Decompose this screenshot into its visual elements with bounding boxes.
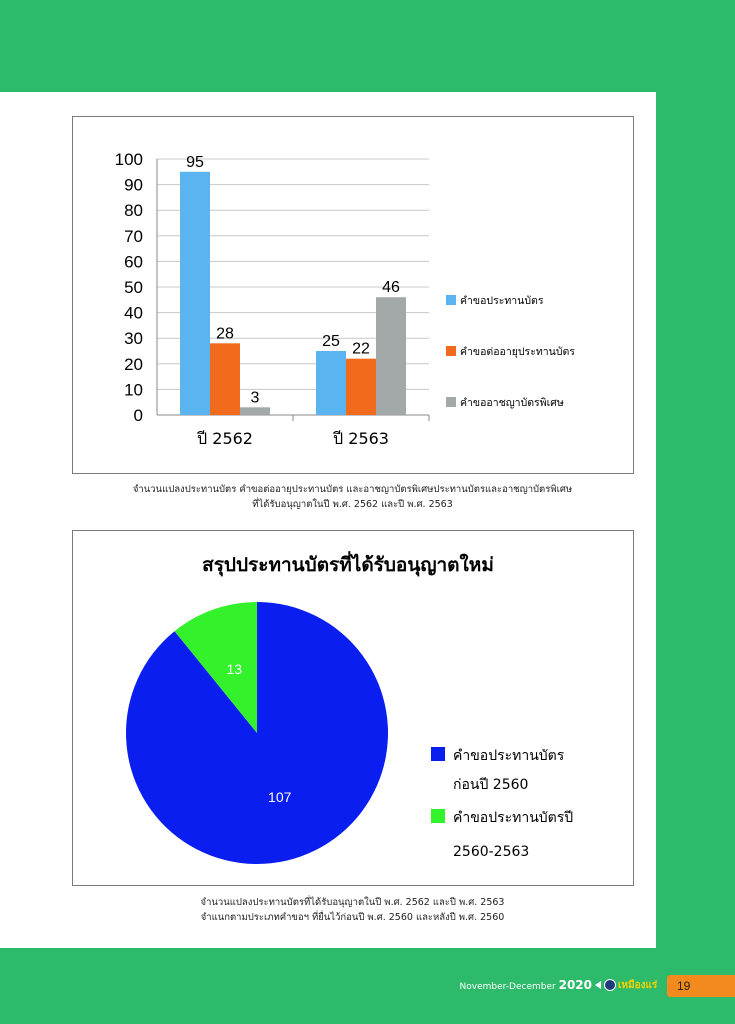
y-tick-label: 60 (124, 252, 143, 272)
bar-value-label: 25 (322, 333, 340, 350)
pie-chart-caption-line-2: จำแนกตามประเภทคำขอฯ ที่ยื่นไว้ก่อนปี พ.ศ. 2560 และหลังปี พ.ศ. 2560 (200, 912, 505, 923)
y-tick-label: 20 (124, 354, 143, 374)
bar-3-1 (240, 407, 270, 415)
pie-legend-label: คำขอประทานบัตรปี (453, 810, 574, 826)
legend-swatch (446, 397, 456, 407)
y-tick-label: 0 (133, 406, 143, 425)
legend-swatch (446, 295, 456, 305)
pie-chart-caption-line-1: จำนวนแปลงประทานบัตรที่ได้รับอนุญาตในปี พ.ศ. 2562 และปี พ.ศ. 2563 (200, 897, 505, 908)
pie-chart (73, 531, 633, 885)
pie-legend-swatch (431, 747, 445, 761)
right-green-band (656, 92, 735, 948)
bar-2-2 (346, 359, 376, 415)
bar-chart (73, 117, 633, 473)
y-tick-label: 80 (124, 201, 143, 221)
y-tick-label: 10 (124, 380, 143, 400)
bar-chart-caption-line-1: จำนวนแปลงประทานบัตร คำขอต่ออายุประทานบัตร และอาชญาบัตรพิเศษประทานบัตรและอาชญาบัตรพิเศษ (132, 484, 573, 495)
legend-swatch (446, 346, 456, 356)
magazine-logo (604, 977, 657, 993)
bar-value-label: 95 (186, 153, 204, 171)
y-tick-label: 70 (124, 226, 143, 246)
pie-legend-label: คำขอประทานบัตร (453, 748, 565, 764)
bar-chart-caption-line-2: ที่ได้รับอนุญาตในปี พ.ศ. 2562 และปี พ.ศ. 2563 (252, 499, 453, 510)
arrow-left-icon (595, 981, 601, 989)
x-category-label: ปี 2562 (197, 429, 253, 448)
bar-value-label: 28 (216, 325, 234, 343)
legend-label: คำขออาชญาบัตรพิเศษ (460, 397, 564, 409)
bar-chart-frame (72, 116, 634, 474)
pie-chart-caption (72, 895, 633, 925)
y-tick-label: 40 (124, 303, 143, 323)
page-number: 19 (667, 975, 735, 997)
y-tick-label: 90 (124, 175, 143, 195)
legend-label: คำขอประทานบัตร (460, 295, 544, 307)
footer-issue-year: 2020 (558, 978, 592, 992)
bar-value-label: 46 (382, 279, 400, 297)
pie-chart-frame (72, 530, 634, 886)
pie-legend-label: 2560-2563 (453, 844, 530, 860)
pie-chart-title: สรุปประทานบัตรที่ได้รับอนุญาตใหม่ (202, 554, 494, 576)
logo-text: เหมืองแร่ (618, 979, 658, 991)
bar-value-label: 3 (250, 389, 260, 407)
y-tick-label: 50 (124, 278, 143, 297)
bar-1-1 (180, 172, 210, 415)
bar-3-2 (376, 297, 406, 415)
top-green-band (0, 0, 735, 92)
y-tick-label: 100 (114, 150, 143, 169)
logo-emblem-icon (604, 979, 616, 991)
pie-legend-swatch (431, 809, 445, 823)
bar-1-2 (316, 351, 346, 415)
legend-label: คำขอต่ออายุประทานบัตร (460, 346, 575, 358)
y-tick-label: 30 (124, 329, 143, 349)
x-category-label: ปี 2563 (333, 429, 389, 448)
footer-issue (460, 978, 592, 992)
pie-slice-value-label: 107 (268, 789, 292, 806)
bar-2-1 (210, 343, 240, 415)
bar-value-label: 22 (352, 340, 370, 358)
bar-chart-caption (72, 482, 633, 512)
footer-issue-months: November-December (459, 982, 556, 992)
pie-slice-value-label: 13 (226, 660, 243, 677)
pie-legend-label: ก่อนปี 2560 (453, 777, 529, 793)
